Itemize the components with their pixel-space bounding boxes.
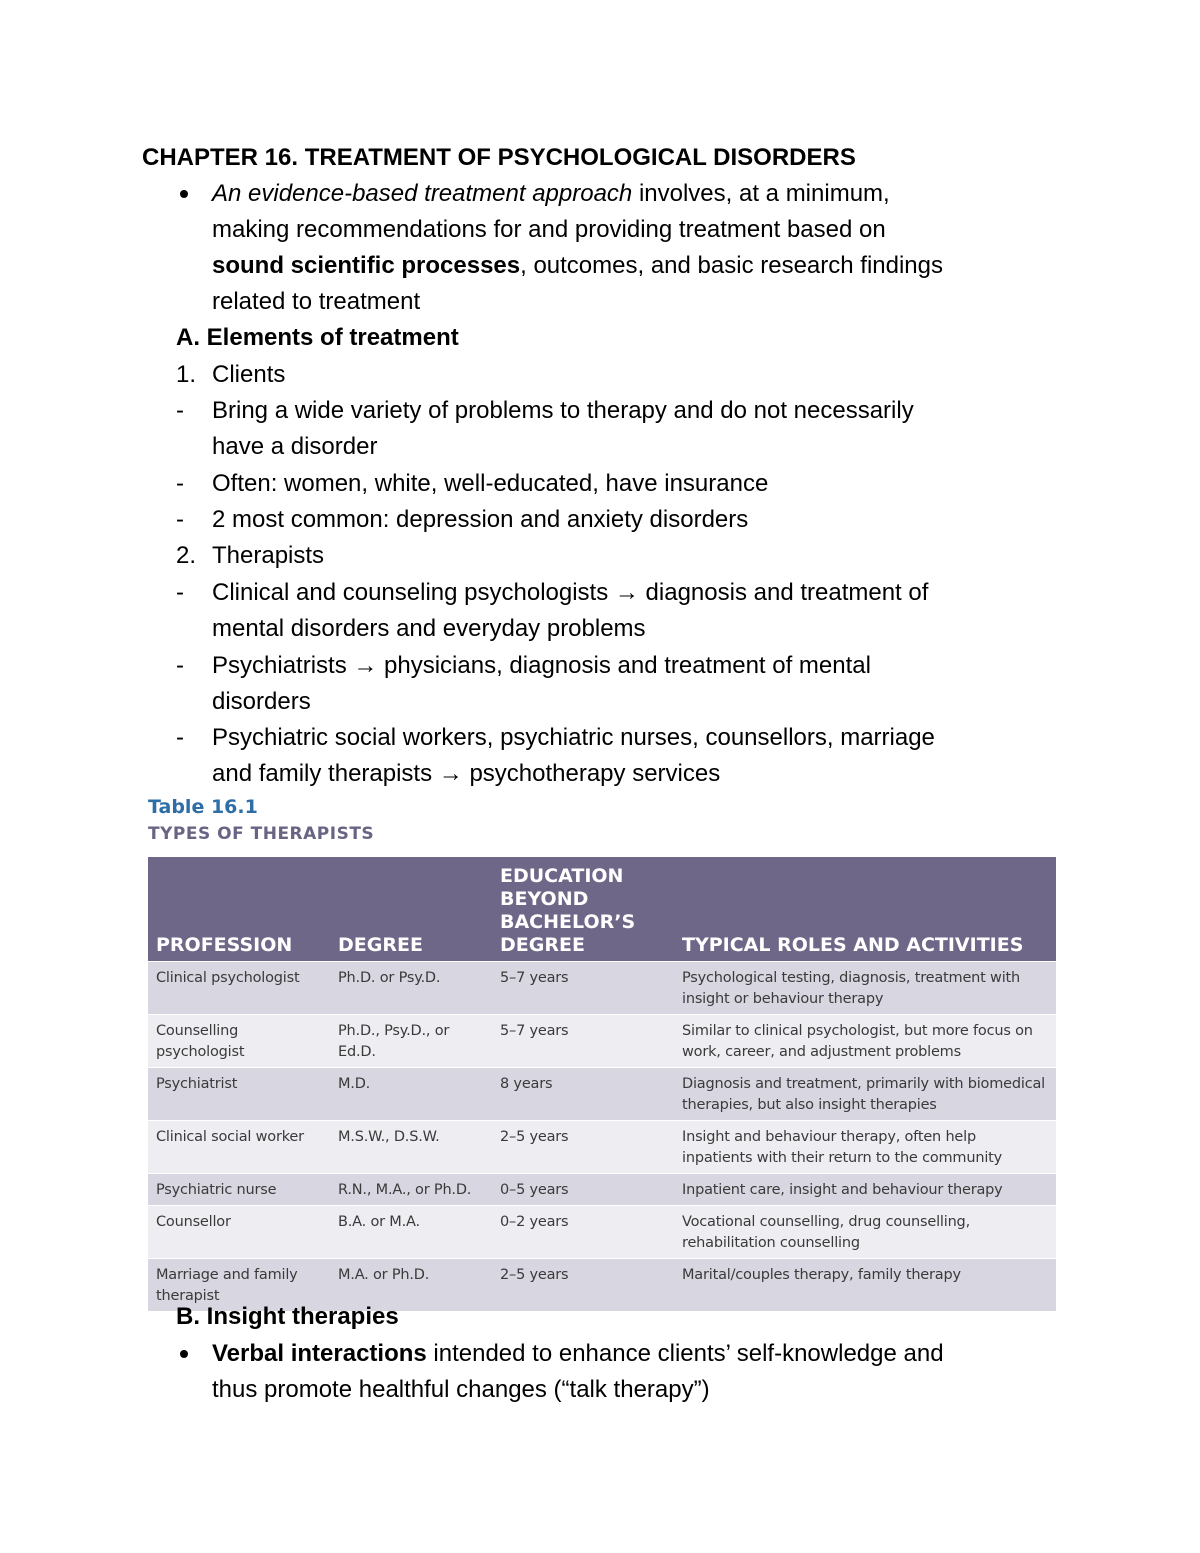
dash-marker: -	[176, 579, 184, 606]
section-a-heading: A. Elements of treatment	[176, 324, 459, 351]
cell-roles: Vocational counselling, drug counselling, rehabilitation counselling	[674, 1206, 1056, 1259]
cell-roles: Insight and behaviour therapy, often help inpatients with their return to the community	[674, 1121, 1056, 1174]
header-roles: TYPICAL ROLES AND ACTIVITIES	[674, 857, 1056, 962]
dash-marker: -	[176, 652, 184, 679]
cell-profession: Marriage and family therapist	[148, 1259, 330, 1312]
cell-education: 2–5 years	[492, 1259, 674, 1312]
cell-degree: R.N., M.A., or Ph.D.	[330, 1174, 492, 1206]
cell-degree: M.S.W., D.S.W.	[330, 1121, 492, 1174]
clients-point-1b: have a disorder	[212, 433, 378, 460]
bullet-icon	[176, 1336, 206, 1372]
section-b-text: intended to enhance clients’ self-knowledge and	[426, 1340, 944, 1367]
cell-roles: Similar to clinical psychologist, but more focus on work, career, and adjustment problems	[674, 1015, 1056, 1068]
dash-marker: -	[176, 470, 184, 497]
cell-degree: M.A. or Ph.D.	[330, 1259, 492, 1312]
clients-point-1a: Bring a wide variety of problems to therapy and do not necessarily	[212, 397, 914, 424]
table-header-row	[148, 857, 1056, 962]
cell-profession: Psychiatric nurse	[148, 1174, 330, 1206]
section-b-bold: Verbal interactions	[212, 1340, 427, 1367]
cell-degree: M.D.	[330, 1068, 492, 1121]
cell-education: 0–5 years	[492, 1174, 674, 1206]
table-row	[148, 1068, 1056, 1121]
list-number: 2.	[176, 542, 197, 569]
clients-point-3: 2 most common: depression and anxiety disorders	[212, 506, 749, 533]
therapists-point-2b: disorders	[212, 688, 311, 715]
therapists-point-3a: Psychiatric social workers, psychiatric nurses, counsellors, marriage	[212, 724, 935, 751]
table-caption: Table 16.1	[148, 796, 258, 818]
table-row	[148, 1015, 1056, 1068]
dash-marker: -	[176, 397, 184, 424]
header-degree: DEGREE	[330, 857, 492, 962]
intro-bold: sound scientific processes	[212, 252, 521, 279]
intro-italic: An evidence-based treatment approach	[212, 180, 633, 207]
cell-education: 8 years	[492, 1068, 674, 1121]
table-row	[148, 1206, 1056, 1259]
section-b-line-2: thus promote healthful changes (“talk therapy”)	[212, 1376, 710, 1403]
chapter-title: CHAPTER 16. TREATMENT OF PSYCHOLOGICAL DISORDERS	[142, 144, 856, 171]
therapists-label: Therapists	[212, 542, 325, 569]
header-profession: PROFESSION	[148, 857, 330, 962]
intro-line-2: making recommendations for and providing treatment based on	[212, 216, 886, 243]
therapists-point-2a: Psychiatrists → physicians, diagnosis and treatment of mental	[212, 652, 871, 679]
section-b-heading: B. Insight therapies	[176, 1303, 399, 1330]
therapists-table	[148, 857, 1056, 1311]
cell-education: 2–5 years	[492, 1121, 674, 1174]
intro-text: involves, at a minimum,	[632, 180, 890, 207]
therapists-point-1b: mental disorders and everyday problems	[212, 615, 646, 642]
table-row	[148, 962, 1056, 1015]
table-subtitle: TYPES OF THERAPISTS	[148, 824, 375, 844]
header-education: EDUCATION BEYOND BACHELOR’S DEGREE	[492, 857, 674, 962]
dash-marker: -	[176, 506, 184, 533]
clients-point-2: Often: women, white, well-educated, have insurance	[212, 470, 769, 497]
cell-roles: Diagnosis and treatment, primarily with biomedical therapies, but also insight therapies	[674, 1068, 1056, 1121]
cell-education: 5–7 years	[492, 962, 674, 1015]
intro-text-3: , outcomes, and basic research findings	[520, 252, 944, 279]
therapists-point-1a: Clinical and counseling psychologists → diagnosis and treatment of	[212, 579, 929, 606]
intro-line-4: related to treatment	[212, 288, 421, 315]
cell-degree: Ph.D. or Psy.D.	[330, 962, 492, 1015]
cell-roles: Psychological testing, diagnosis, treatment with insight or behaviour therapy	[674, 962, 1056, 1015]
cell-education: 5–7 years	[492, 1015, 674, 1068]
clients-label: Clients	[212, 361, 286, 388]
cell-degree: Ph.D., Psy.D., or Ed.D.	[330, 1015, 492, 1068]
cell-degree: B.A. or M.A.	[330, 1206, 492, 1259]
cell-education: 0–2 years	[492, 1206, 674, 1259]
cell-profession: Clinical social worker	[148, 1121, 330, 1174]
bullet-icon	[176, 176, 206, 212]
table-row	[148, 1121, 1056, 1174]
cell-profession: Counselling psychologist	[148, 1015, 330, 1068]
cell-roles: Inpatient care, insight and behaviour therapy	[674, 1174, 1056, 1206]
list-number: 1.	[176, 361, 197, 388]
table-row	[148, 1174, 1056, 1206]
dash-marker: -	[176, 724, 184, 751]
cell-profession: Psychiatrist	[148, 1068, 330, 1121]
cell-profession: Clinical psychologist	[148, 962, 330, 1015]
cell-roles: Marital/couples therapy, family therapy	[674, 1259, 1056, 1312]
therapists-point-3b: and family therapists → psychotherapy services	[212, 760, 721, 787]
cell-profession: Counsellor	[148, 1206, 330, 1259]
